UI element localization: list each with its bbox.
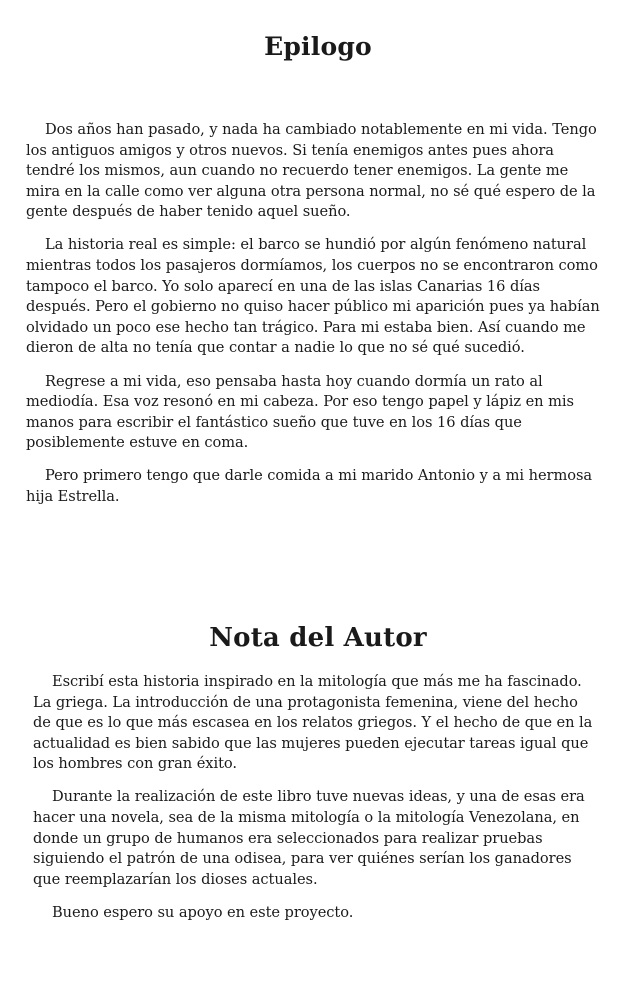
epilogo-paragraph-3: Regrese a mi vida, eso pensaba hasta hoy cuando dormía un rato al mediodía. Esa voz resonó en mi cabeza. Por eso tengo papel y lápiz en mis manos para escribir el fantástico sueño que tuve en los 16 días que posiblemente estuve en coma. <box>26 372 574 452</box>
nota-paragraph-3: Bueno espero su apoyo en este proyecto. <box>52 903 354 921</box>
nota-paragraph-2: Durante la realización de este libro tuve nuevas ideas, y una de esas era hacer una novela, sea de la misma mitología o la mitología Venezolana, en donde un grupo de humanos era seleccionados para realizar pruebas siguiendo el patrón de una odisea, para ver quiénes serían los ganadores que reemplazarían los dioses actuales. <box>33 788 585 888</box>
epilogo-paragraph-1: Dos años han pasado, y nada ha cambiado notablemente en mi vida. Tengo los antiguos amigos y otros nuevos. Si tenía enemigos antes pues ahora tendré los mismos, aun cuando no recuerdo tener enemigos. La gente me mira en la calle como ver alguna otra persona normal, no sé qué espero de la gente después de haber tenido aquel sueño. <box>26 121 597 221</box>
epilogo-body <box>26 120 601 508</box>
epilogo-paragraph-2: La historia real es simple: el barco se hundió por algún fenómeno natural mientras todos los pasajeros dormíamos, los cuerpos no se encontraron como tampoco el barco. Yo solo aparecí en una de las islas Canarias 16 días después. Pero el gobierno no quiso hacer público mi aparición pues ya habían olvidado un poco ese hecho tan trágico. Para mi estaba bien. Así cuando me dieron de alta no tenía que contar a nadie lo que no sé qué sucedió. <box>26 236 600 357</box>
epilogo-title: Epilogo <box>264 32 372 61</box>
nota-del-autor-body <box>33 672 598 924</box>
epilogo-paragraph-4: Pero primero tengo que darle comida a mi marido Antonio y a mi hermosa hija Estrella. <box>26 467 593 505</box>
nota-del-autor-title: Nota del Autor <box>209 623 427 653</box>
nota-paragraph-1: Escribí esta historia inspirado en la mitología que más me ha fascinado. La griega. La introducción de una protagonista femenina, viene del hecho de que es lo que más escasea en los relatos griegos. Y el hecho de que en la actualidad es bien sabido que las mujeres pueden ejecutar tareas igual que los hombres con gran éxito. <box>33 673 593 773</box>
